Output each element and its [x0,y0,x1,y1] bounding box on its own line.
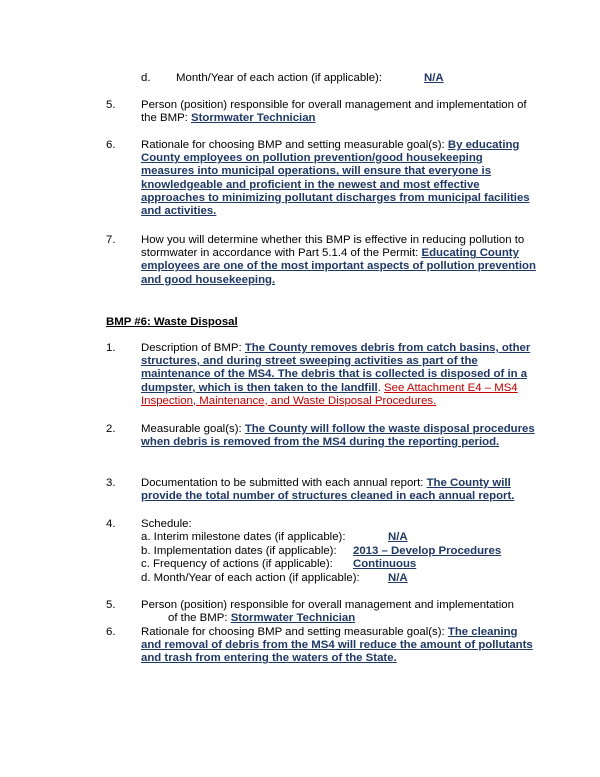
bmp6-item-3-number: 3. [106,477,116,489]
bmp6-item-6-text: Rationale for choosing BMP and setting measurable goal(s): The cleaning and removal of debris from the MS4 will reduce the amount of pollutants and trash from entering the waters of the State. [141,626,533,665]
bmp6-item-4-number: 4. [106,518,116,530]
schedule-d-label: d. Month/Year of each action (if applicable): [141,572,360,584]
item-6-text: Rationale for choosing BMP and setting measurable goal(s): By educating County employees on pollution prevention/good housekeeping measures into municipal operations, will ensure that everyone is knowledgeable and proficient in the newest and most effective approaches to minimizing pollutant discharges from municipal facilities and activities. [141,139,530,218]
item-5-number: 5. [106,99,116,111]
item-7-number: 7. [106,234,116,246]
item-d-value: N/A [424,72,444,84]
schedule-b-value: 2013 – Develop Procedures [353,545,502,557]
bmp6-heading: BMP #6: Waste Disposal [106,316,238,328]
item-d-label: Month/Year of each action (if applicable): [176,72,382,84]
bmp6-item-5-line1: Person (position) responsible for overall management and implementation [141,599,514,611]
schedule-a-label: a. Interim milestone dates (if applicable): [141,531,346,543]
bmp6-item-2-number: 2. [106,423,116,435]
bmp6-item-5-number: 5. [106,599,116,611]
schedule-d-value: N/A [388,572,408,584]
item-5-text: Person (position) responsible for overall management and implementation of the BMP: Stormwater Technician [141,99,527,125]
schedule-c-label: c. Frequency of actions (if applicable): [141,558,333,570]
schedule-b-label: b. Implementation dates (if applicable): [141,545,337,557]
schedule-a-value: N/A [388,531,408,543]
bmp6-item-2-text: Measurable goal(s): The County will follow the waste disposal procedures when debris is removed from the MS4 during the reporting period. [141,423,535,449]
bmp6-item-3-text: Documentation to be submitted with each annual report: The County will provide the total number of structures cleaned in each annual report. [141,477,515,503]
bmp6-item-5-line2: of the BMP: Stormwater Technician [168,612,356,624]
bmp6-item-1-number: 1. [106,342,116,354]
bmp6-item-1-text: Description of BMP: The County removes debris from catch basins, other structures, and during street sweeping activities as part of the maintenance of the MS4. The debris that is collected is disposed of in a dumpster, which is then taken to the landfill. See Attachment E4 – MS4 Inspection, Maintenance, and Waste Disposal Procedures. [141,342,531,407]
bmp6-item-6-number: 6. [106,626,116,638]
item-6-number: 6. [106,139,116,151]
item-d-letter: d. [141,72,151,84]
item-7-text: How you will determine whether this BMP is effective in reducing pollution to stormwater in accordance with Part 5.1.4 of the Permit: Educating County employees are one of the most important aspects of pollution prevention and good housekeeping. [141,234,536,286]
schedule-label: Schedule: [141,518,192,530]
schedule-c-value: Continuous [353,558,417,570]
